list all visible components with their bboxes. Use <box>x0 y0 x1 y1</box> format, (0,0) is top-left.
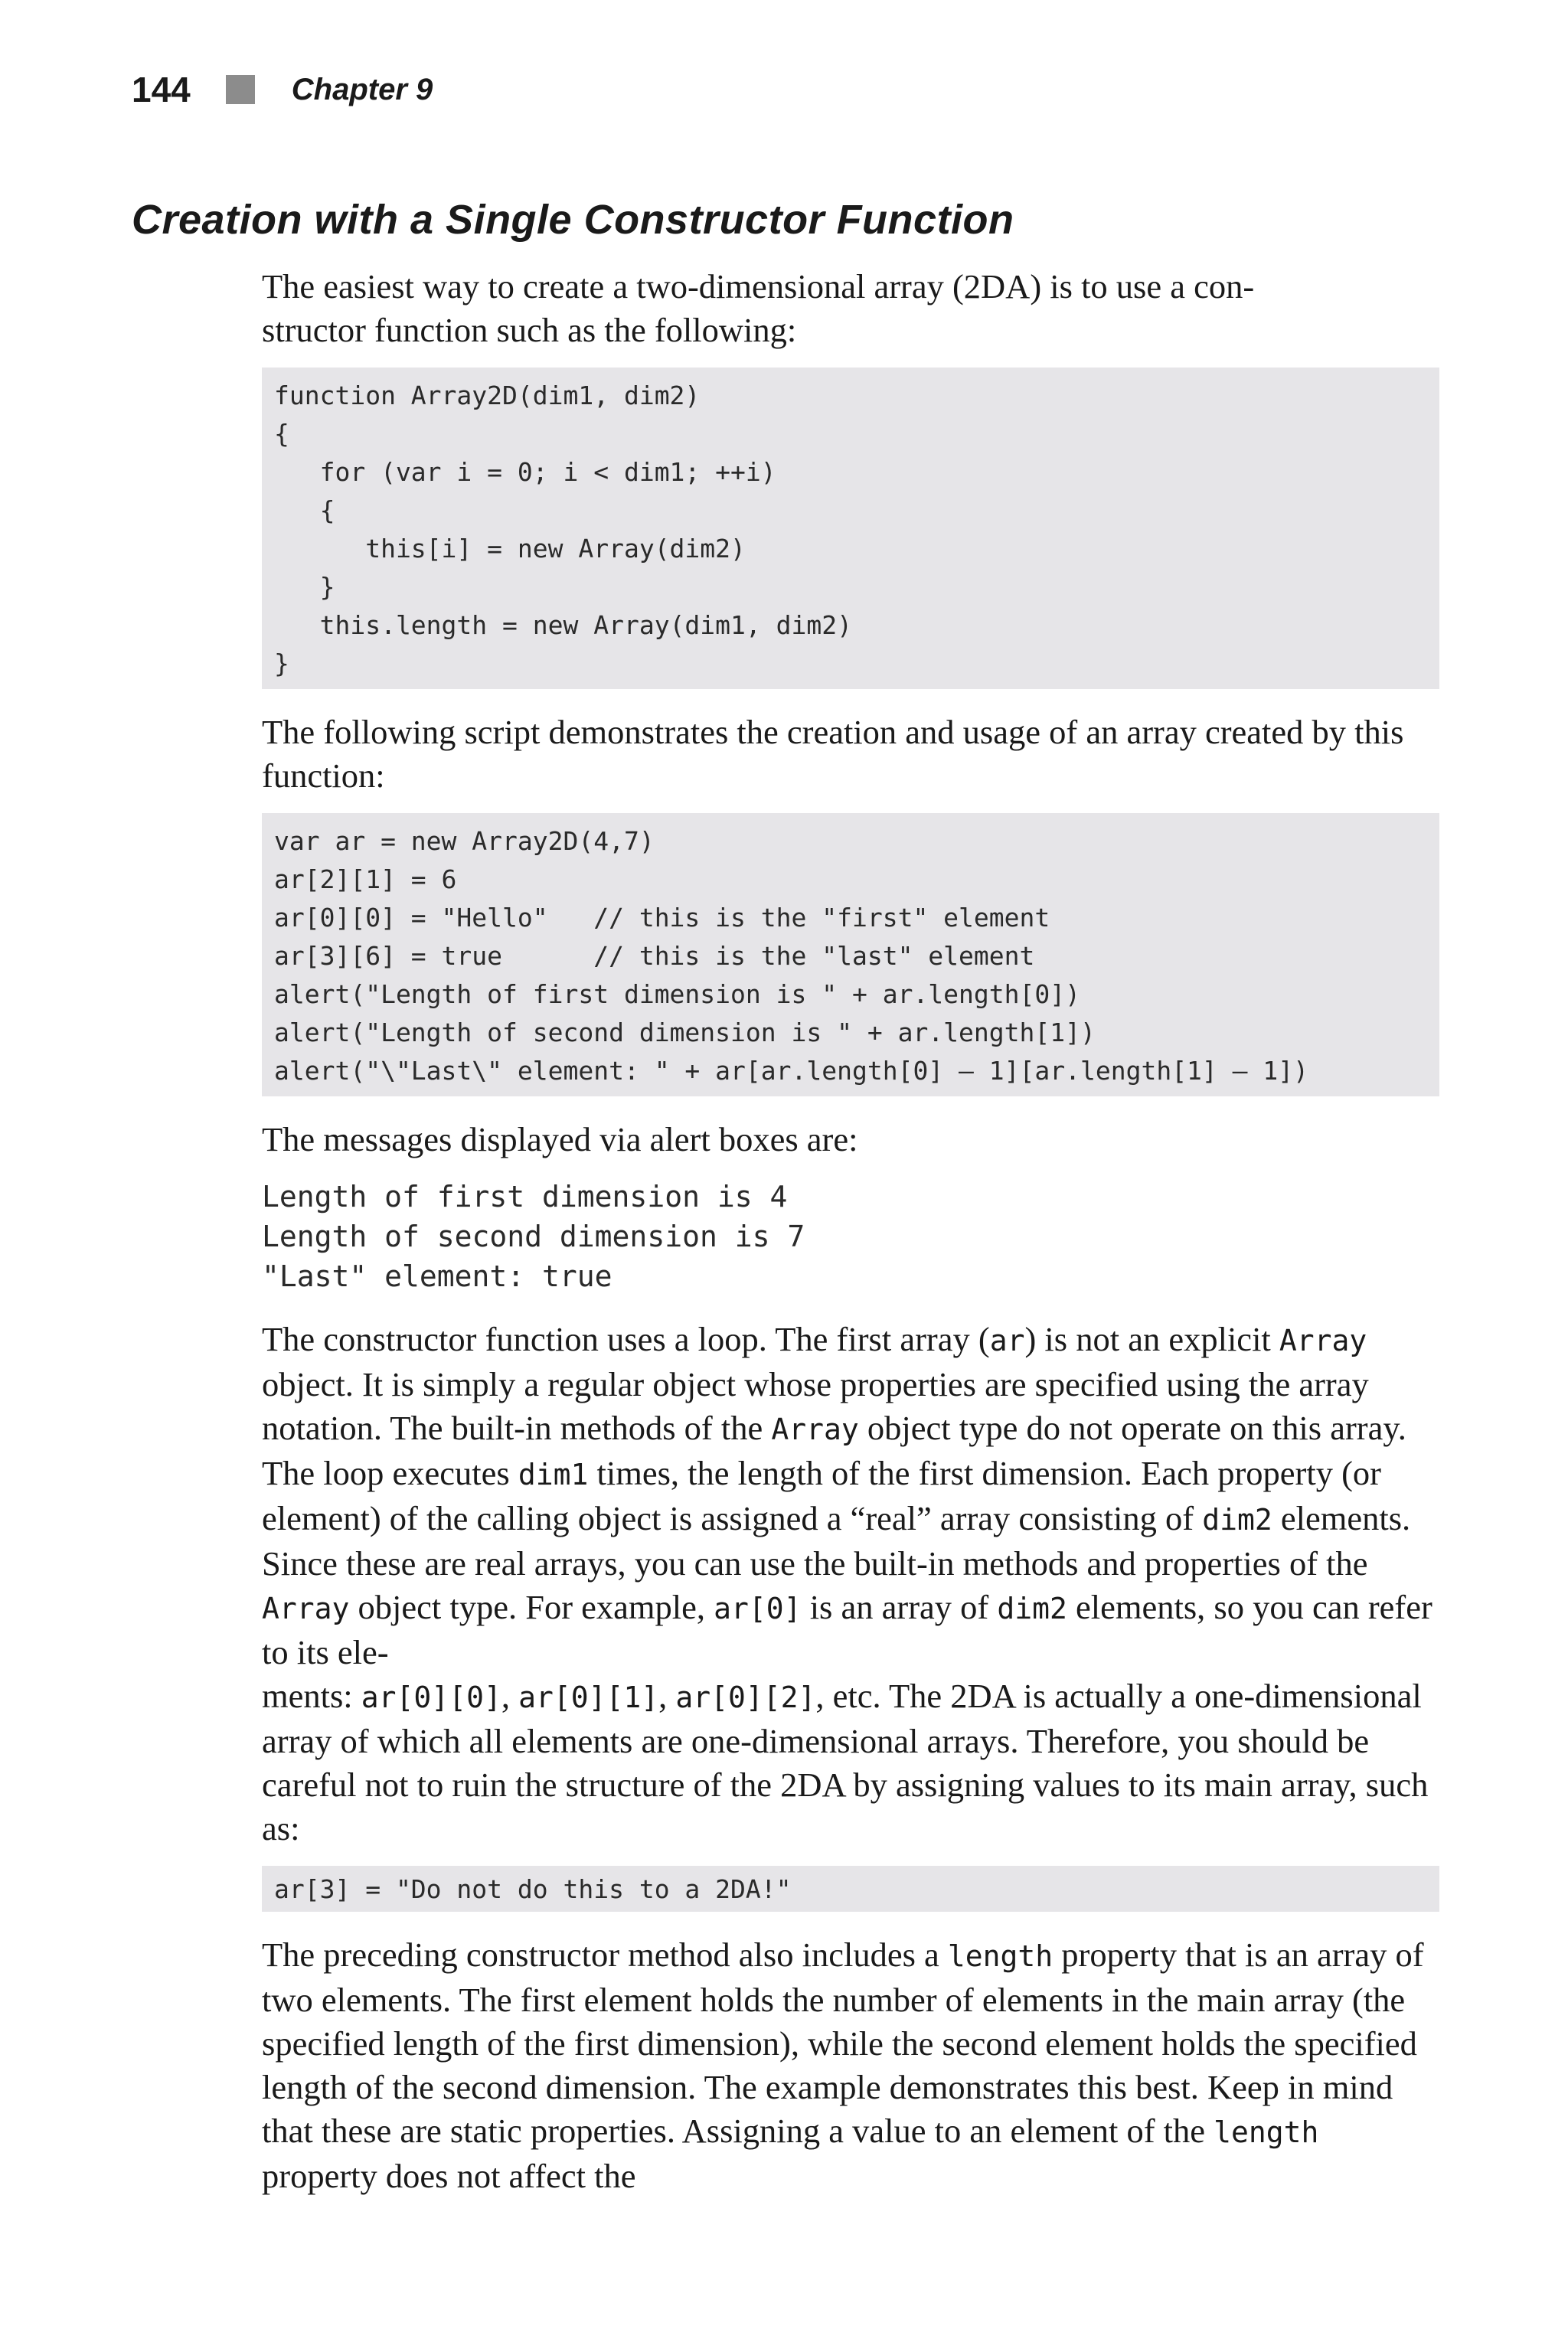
inline-code: dim2 <box>1202 1503 1272 1537</box>
inline-code: length <box>947 1939 1054 1973</box>
inline-code: ar[0][2] <box>675 1681 816 1714</box>
header-square-icon <box>226 75 255 104</box>
code-block-warning: ar[3] = "Do not do this to a 2DA!" <box>262 1866 1439 1912</box>
page-body <box>262 265 1439 2198</box>
inline-code: length <box>1214 2115 1319 2149</box>
inline-code: dim2 <box>997 1592 1067 1625</box>
inline-code: ar[0] <box>714 1592 802 1625</box>
inline-code: Array <box>771 1413 859 1446</box>
code-block-constructor: function Array2D(dim1, dim2) { for (var i = 0; i < dim1; ++i) { this[i] = new Array(dim2) } this.length = new Array(dim1, dim2) } <box>262 368 1439 689</box>
inline-code: ar[0][0] <box>361 1681 501 1714</box>
inline-code: ar <box>989 1324 1025 1357</box>
chapter-label: Chapter 9 <box>291 72 433 106</box>
page-header <box>132 69 433 110</box>
section-title: Creation with a Single Constructor Function <box>132 197 1014 243</box>
explanation-paragraph: The constructor function uses a loop. The first array (ar) is not an explicit Array object. It is simply a regular object whose properties are specified using the array notation. The built-in methods of the Array object type do not operate on this array. The loop executes dim1 times, the length of the first dimension. Each property (or element) of the calling object is assigned a “real” array consisting of dim2 elements. Since these are real arrays, you can use the built-in methods and properties of the Array object type. For example, ar[0] is an array of dim2 elements, so you can refer to its ele- ments: ar[0][0], ar[0][1], ar[0][2], etc. The 2DA is actually a one-dimensional array of which all elements are one-dimensional arrays. Therefore, you should be careful not to ruin the structure of the 2DA by assigning values to its main array, such as: <box>262 1320 1432 1847</box>
demo-paragraph: The following script demonstrates the creation and usage of an array created by this function: <box>262 713 1404 795</box>
inline-code: Array <box>1279 1324 1367 1357</box>
alert-messages-paragraph: The messages displayed via alert boxes are: <box>262 1120 858 1158</box>
inline-code: ar[0][1] <box>518 1681 659 1714</box>
page-number: 144 <box>132 70 191 109</box>
intro-paragraph: The easiest way to create a two-dimensional array (2DA) is to use a con- structor function such as the following: <box>262 267 1255 349</box>
code-block-demo-script: var ar = new Array2D(4,7) ar[2][1] = 6 ar[0][0] = "Hello" // this is the "first" element ar[3][6] = true // this is the "last" element alert("Length of first dimension is " + ar.length[0]) alert("Length of second dimension is " + ar.length[1]) alert("\"Last\" element: " + ar[ar.length[0] – 1][ar.length[1] – 1]) <box>262 813 1439 1096</box>
inline-code: dim1 <box>518 1458 589 1491</box>
inline-code: Array <box>262 1592 350 1625</box>
alert-output-block: Length of first dimension is 4 Length of second dimension is 7 "Last" element: true <box>262 1180 805 1293</box>
length-property-paragraph: The preceding constructor method also includes a length property that is an array of two elements. The first element holds the number of elements in the main array (the specified length of the first dimension), while the second element holds the specified length of the second dimension. The example demonstrates this best. Keep in mind that these are static properties. Assigning a value to an element of the length property does not affect the <box>262 1936 1424 2195</box>
